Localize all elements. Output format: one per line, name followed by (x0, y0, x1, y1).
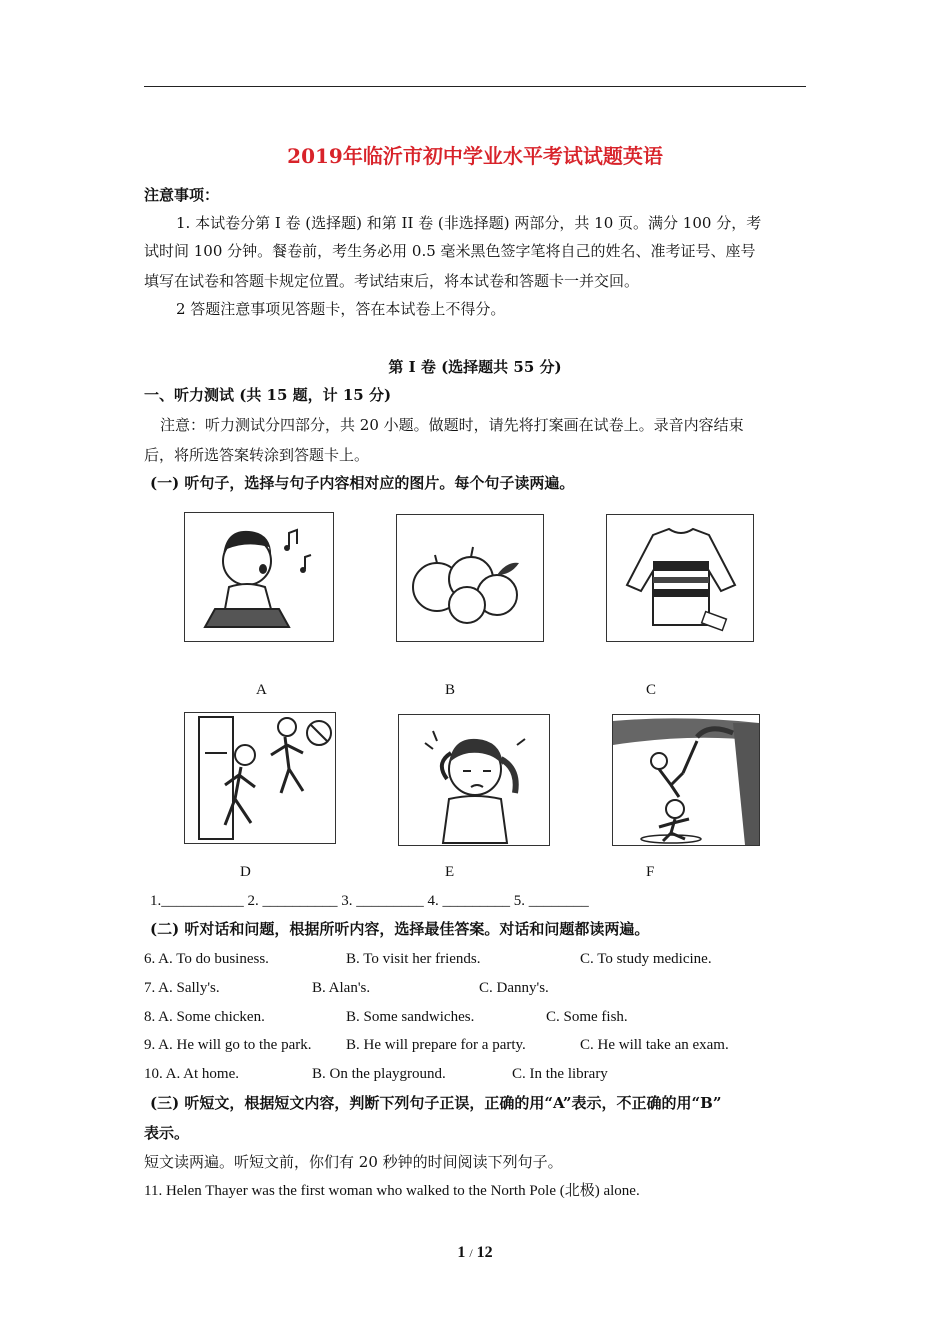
girl-headache-icon (398, 714, 550, 846)
notice-heading: 注意事项： (144, 186, 220, 204)
notice-line-2: 试时间 100 分钟。餐卷前，考生务必用 0.5 毫米黑色签字笔将自己的姓名、准考证号、座号 (144, 242, 756, 260)
listening-note-1: 注意：听力测试分四部分，共 20 小题。做题时，请先将打案画在试卷上。录音内容结束 (160, 416, 744, 434)
sweater-icon (606, 514, 754, 642)
monkey-tree-icon (612, 714, 760, 846)
picture-label-f: F (646, 864, 655, 880)
fruit-icon (396, 514, 544, 642)
listening-note-2: 后，将所选答案转涂到答题卡上。 (144, 446, 370, 464)
boy-running-icon (184, 712, 336, 844)
question-10-a: 10. A. At home. (144, 1066, 240, 1082)
sub-section-3-note: 短文读两遍。听短文前，你们有 20 秒钟的时间阅读下列句子。 (144, 1153, 563, 1171)
page-title: 2019年临沂市初中学业水平考试试题英语 (287, 144, 663, 168)
sub-section-3-line-2: 表示。 (144, 1124, 190, 1142)
page-number (0, 1244, 950, 1262)
question-6-c: C. To study medicine. (580, 951, 712, 967)
sub-section-1: (一) 听句子，选择与句子内容相对应的图片。每个句子读两遍。 (150, 474, 575, 492)
question-11: 11. Helen Thayer was the first woman who walked to the North Pole (北极) alone. (144, 1183, 640, 1199)
notice-line-4: 2 答题注意事项见答题卡，答在本试卷上不得分。 (176, 300, 506, 318)
total-pages: 12 (476, 1244, 493, 1261)
picture-label-c: C (646, 682, 657, 698)
sub-section-2: (二) 听对话和问题，根据所听内容，选择最佳答案。对话和问题都读两遍。 (150, 920, 650, 938)
question-7-c: C. Danny's. (479, 980, 549, 996)
section1-heading: 一、听力测试 (共 15 题，计 15 分) (144, 386, 392, 404)
question-9-b: B. He will prepare for a party. (346, 1037, 526, 1053)
question-6-a: 6. A. To do business. (144, 951, 269, 967)
question-9-c: C. He will take an exam. (580, 1037, 729, 1053)
question-7-a: 7. A. Sally's. (144, 980, 220, 996)
question-7-b: B. Alan's. (312, 980, 371, 996)
question-10-b: B. On the playground. (312, 1066, 446, 1082)
question-8-c: C. Some fish. (546, 1009, 628, 1025)
question-9-a: 9. A. He will go to the park. (144, 1037, 312, 1053)
picture-label-d: D (240, 864, 251, 880)
part1-heading: 第 I 卷 (选择题共 55 分) (388, 358, 562, 376)
answer-blanks: 1.___________ 2. __________ 3. _________ 4. _________ 5. ________ (150, 893, 589, 909)
question-8-a: 8. A. Some chicken. (144, 1009, 265, 1025)
current-page: 1 (457, 1244, 466, 1261)
question-6-b: B. To visit her friends. (346, 951, 481, 967)
sub-section-3-line-1: (三) 听短文，根据短文内容，判断下列句子正误，正确的用“A”表示，不正确的用“B” (150, 1094, 722, 1112)
picture-label-e: E (445, 864, 455, 880)
picture-label-b: B (445, 682, 456, 698)
question-10-c: C. In the library (512, 1066, 608, 1082)
page-separator: / (469, 1246, 473, 1260)
notice-line-3: 填写在试卷和答题卡规定位置。考试结束后，将本试卷和答题卡一并交回。 (144, 272, 640, 290)
girl-singing-icon (184, 512, 334, 642)
header-rule (144, 86, 806, 87)
picture-label-a: A (256, 682, 267, 698)
notice-line-1: 1. 本试卷分第 I 卷 (选择题) 和第 II 卷 (非选择题) 两部分，共 10 页。满分 100 分，考 (176, 214, 762, 232)
question-8-b: B. Some sandwiches. (346, 1009, 475, 1025)
